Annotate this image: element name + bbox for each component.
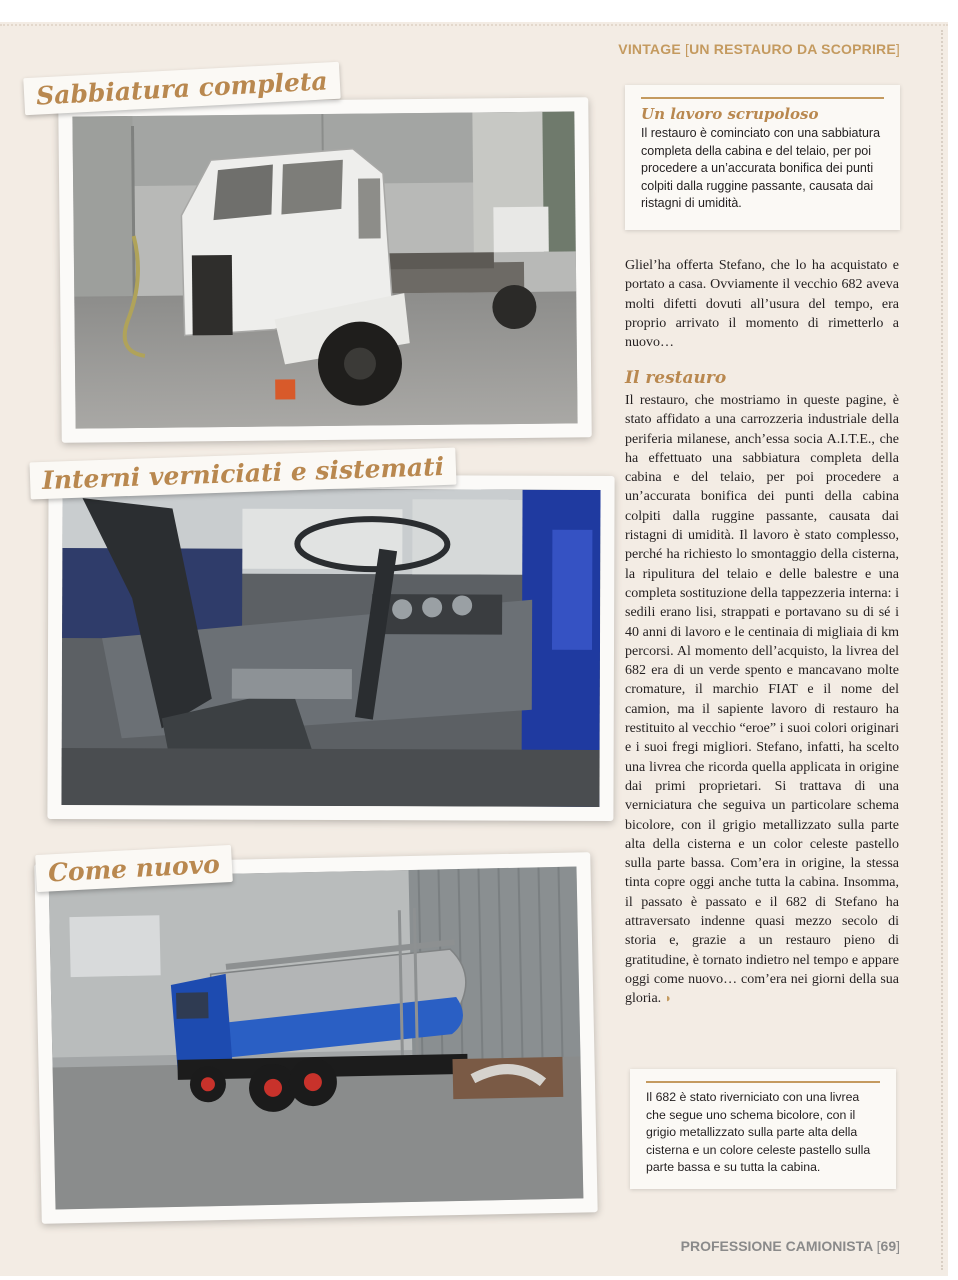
section-heading-restauro: Il restauro <box>625 368 727 388</box>
top-dotted-border <box>0 24 948 26</box>
caption-interior: Interni verniciati e sistemati <box>29 448 456 500</box>
footer-magazine-name: PROFESSIONE CAMIONISTA <box>680 1238 873 1254</box>
info-box-text: Il 682 è stato riverniciato con una livrea che segue uno schema bicolore, con il grigio metallizzato sulla parte alta della cisterna e un colore celeste pastello sulla parte bassa e su tutta la cabina. <box>646 1090 871 1174</box>
sandblasted-truck-image <box>72 111 577 428</box>
article-paragraph-1: Gliel’ha offerta Stefano, che lo ha acquistato e portato a casa. Ovviamente il vecchio 682 aveva molti difetti dovuti all’usura del tempo, era proprio arrivato il momento di rimetterlo a nuovo… <box>625 258 899 351</box>
right-dotted-border <box>941 30 943 1270</box>
photo-restored <box>34 852 597 1224</box>
info-box-title: Un lavoro scrupoloso <box>641 105 819 123</box>
page-footer: PROFESSIONE CAMIONISTA [69] <box>680 1238 900 1254</box>
photo-sandblasting <box>58 97 592 443</box>
caption-restored: Come nuovo <box>35 845 233 892</box>
page-number: 69 <box>880 1238 897 1254</box>
end-of-article-icon: ◗ <box>664 991 672 1006</box>
article-paragraph-2 <box>625 391 899 1009</box>
header-subtitle: UN RESTAURO DA SCOPRIRE <box>689 41 896 57</box>
info-box-scrupulous-work <box>625 85 900 230</box>
caption-sandblasting: Sabbiatura completa <box>23 62 340 115</box>
page-header: VINTAGE [UN RESTAURO DA SCOPRIRE] <box>618 41 900 57</box>
header-section: VINTAGE <box>618 41 681 57</box>
article-body-text: Il restauro, che mostriamo in queste pagine, è stato affidato a una carrozzeria industriale della periferia milanese, anch’essa socia A.I.T.E., che ha effettuato una sabbiatura completa della cabina e del telaio, per poi procedere a un’accurata bonifica dei punti della cabina colpiti dalla ruggine passante, causata dai ristagni di umidità. Il lavoro è stato complesso, perché ha richiesto lo smontaggio della cisterna, la ripulitura del telaio e delle balestre e una completa sostituzione della tappezzeria interna: i sedili erano lisi, strappati e portavano su di sé i 40 anni di lavoro e le centinaia di migliaia di km percorsi. Al momento dell’acquisto, la livrea del 682 era di un verde spento e mancavano molte cromature, il marchio FIAT e il nome del camion, ma il sapiente lavoro di restauro ha restituito al vecchio “eroe” i suoi colori originari e i suoi fregi migliori. Stefano, infatti, ha scelto una livrea che ricorda quella applicata in origine dai primi proprietari. Si trattava di una verniciatura che seguiva un particolare schema bicolore, con il grigio metallizzato sulla parte alta della cisterna e un color celeste pastello sulla parte bassa. Com’era in origine, la stessa tinta copre oggi anche tutta la cabina. Insomma, il passato è passato e il 682 di Stefano ha attraversato indenne quasi mezzo secolo di storia e, grazie a un restauro pieno di gratitudine, è tornato indietro nel tempo e appare oggi come nuovo… com’era nei giorni della sua gloria. <box>625 393 899 1007</box>
box-accent-rule <box>646 1081 880 1083</box>
info-box-text: Il restauro è cominciato con una sabbiatura completa della cabina e del telaio, per poi procedere a un’accurata bonifica dei punti colpiti dalla ruggine passante, causata dai ristagni di umidità. <box>641 126 881 210</box>
photo-interior <box>47 474 614 821</box>
info-box-livery <box>630 1069 896 1189</box>
box-accent-rule <box>641 97 884 99</box>
truck-interior-image <box>61 488 600 807</box>
restored-tanker-image <box>49 867 584 1210</box>
